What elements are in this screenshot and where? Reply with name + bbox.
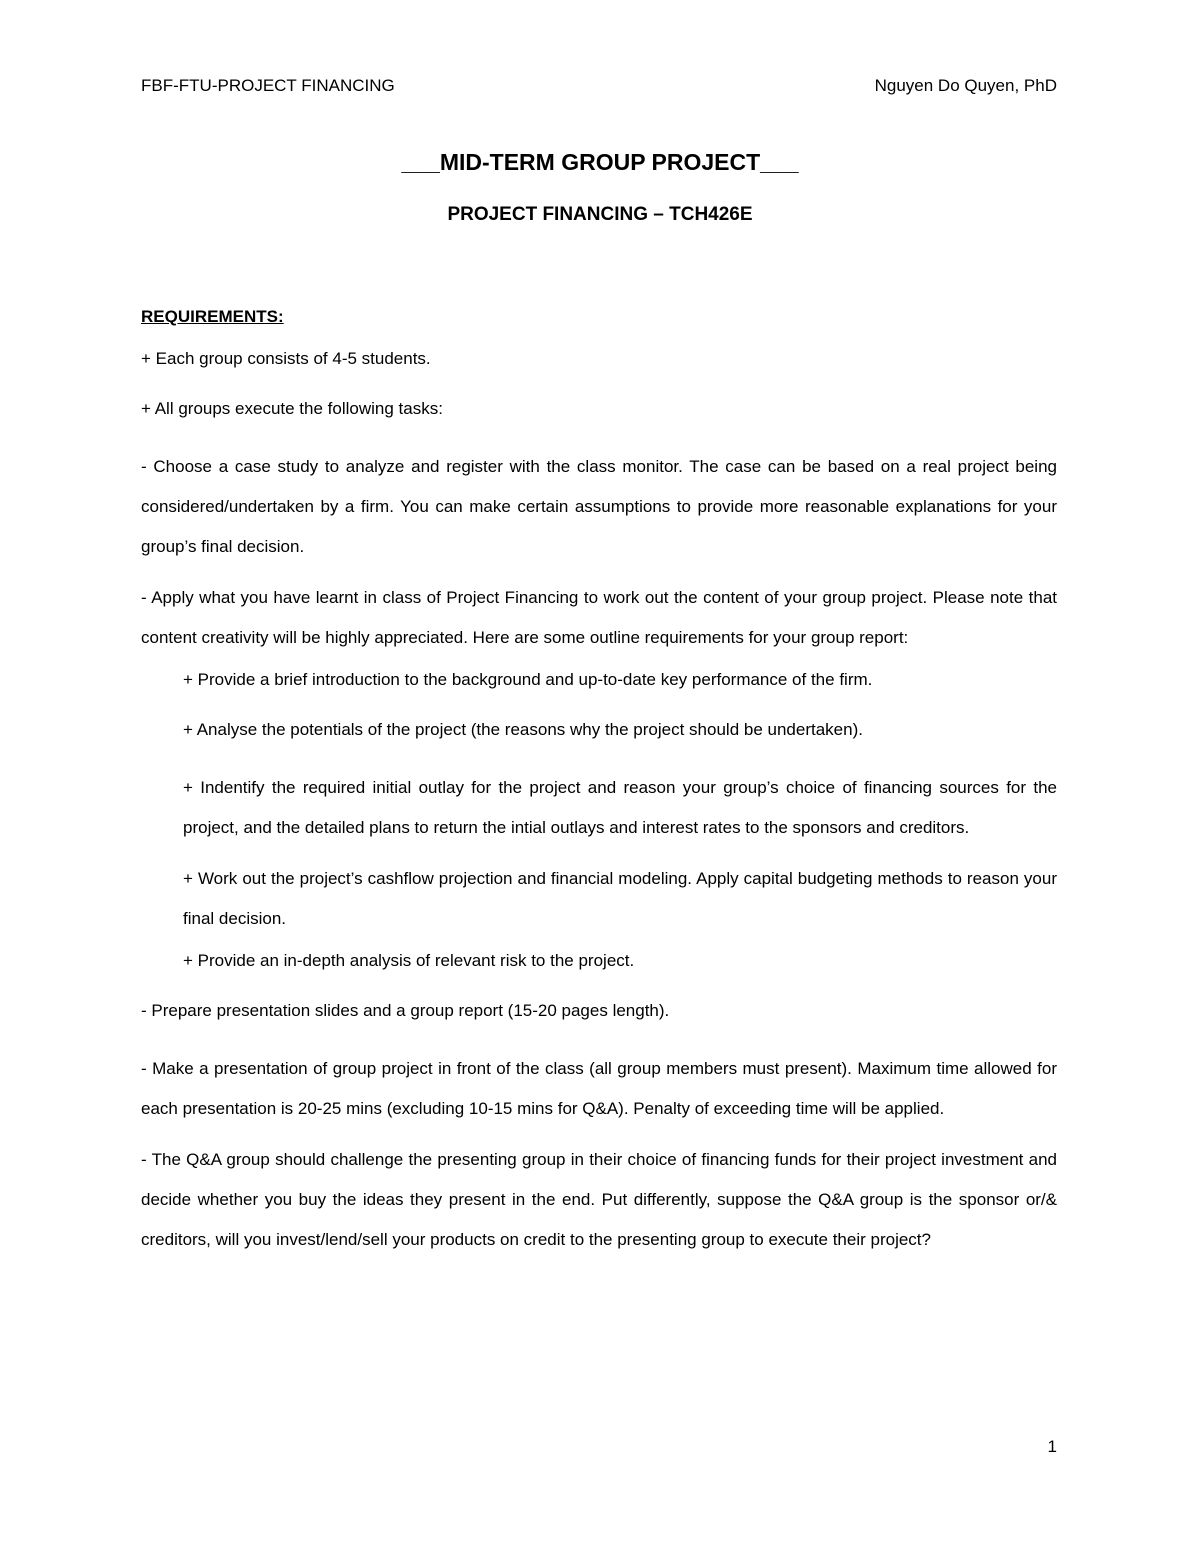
requirement-presentation: - Make a presentation of group project in front of the class (all group members must present). Maximum time allowed for each presentation is 20-25 mins (excluding 10-15 mins for Q&A). Penalty of exceeding time will be applied. bbox=[141, 1059, 1057, 1118]
requirement-tasks-intro: + All groups execute the following tasks: bbox=[141, 399, 443, 418]
requirement-group-size: + Each group consists of 4-5 students. bbox=[141, 349, 431, 368]
outline-item-introduction: + Provide a brief introduction to the background and up-to-date key performance of the firm. bbox=[183, 670, 873, 689]
requirement-slides-report: - Prepare presentation slides and a group report (15-20 pages length). bbox=[141, 1001, 670, 1020]
header-course-label: FBF-FTU-PROJECT FINANCING bbox=[141, 76, 395, 95]
document-subtitle: PROJECT FINANCING – TCH426E bbox=[447, 204, 753, 225]
header-author-label: Nguyen Do Quyen, PhD bbox=[874, 76, 1057, 95]
requirement-apply-learning: - Apply what you have learnt in class of Project Financing to work out the content of your group project. Please note that content creativity will be highly appreciated. Here are some outline requirements for your group report: bbox=[141, 587, 1057, 647]
outline-item-potentials: + Analyse the potentials of the project (the reasons why the project should be undertaken). bbox=[183, 720, 863, 739]
document-body bbox=[141, 305, 1057, 1270]
outline-item-cashflow: + Work out the project’s cashflow projection and financial modeling. Apply capital budgeting methods to reason your final decision. bbox=[183, 868, 1057, 928]
requirements-heading: REQUIREMENTS: bbox=[141, 307, 284, 326]
outline-item-initial-outlay: + Indentify the required initial outlay for the project and reason your group’s choice of financing sources for the project, and the detailed plans to return the intial outlays and interest rates to the sponsors and creditors. bbox=[183, 778, 1057, 837]
requirement-qa-group: - The Q&A group should challenge the presenting group in their choice of financing funds for their project investment and decide whether you buy the ideas they present in the end. Put differently, suppose the Q&A group is the sponsor or/& creditors, will you invest/lend/sell your products on credit to the presenting group to execute their project? bbox=[141, 1149, 1057, 1249]
document-title: ___MID-TERM GROUP PROJECT___ bbox=[401, 149, 799, 175]
requirement-case-study: - Choose a case study to analyze and register with the class monitor. The case can be based on a real project being considered/undertaken by a firm. You can make certain assumptions to provide more reasonable explanations for your group’s final decision. bbox=[141, 457, 1057, 556]
page-number: 1 bbox=[1047, 1437, 1057, 1456]
outline-item-risk: + Provide an in-depth analysis of relevant risk to the project. bbox=[183, 951, 635, 970]
